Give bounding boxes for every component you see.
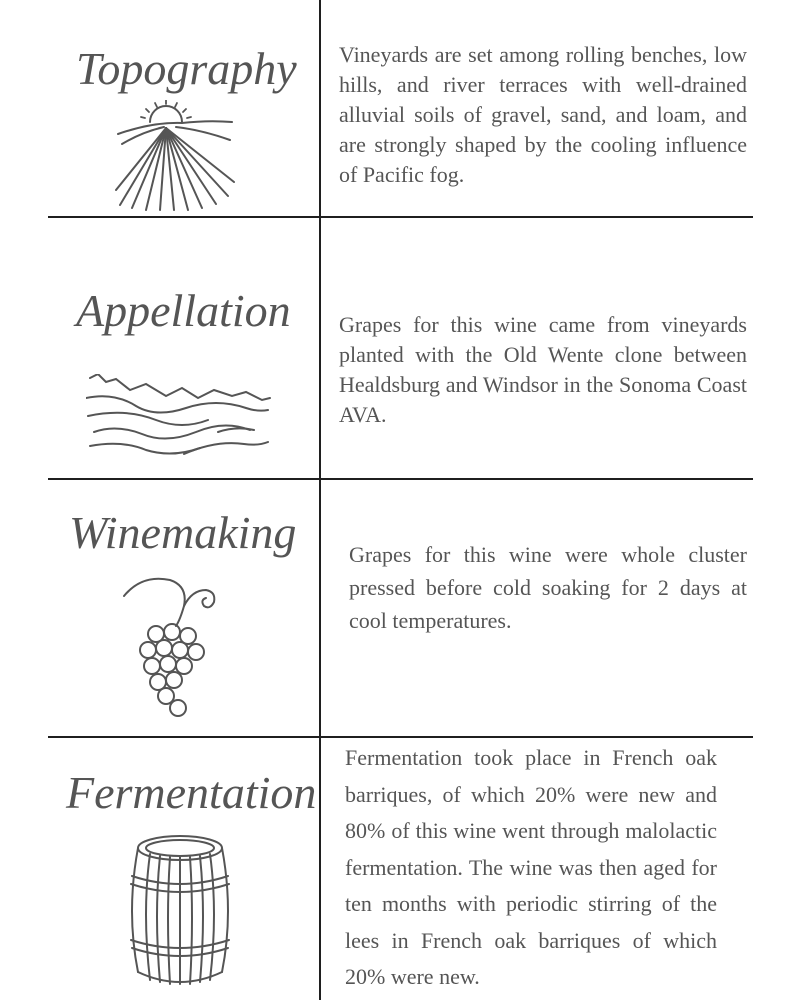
grape-cluster-icon — [122, 576, 222, 718]
section-title: Topography — [76, 43, 297, 94]
row-divider — [48, 216, 753, 218]
section-description: Grapes for this wine were whole cluster pressed before cold soaking for 2 days at cool temperatures. — [349, 542, 747, 633]
rolling-hills-landscape-icon — [86, 374, 272, 460]
oak-barrel-icon — [126, 832, 234, 990]
section-description: Grapes for this wine came from vineyards planted with the Old Wente clone between Healdsburg and Windsor in the Sonoma Coast AVA. — [339, 312, 747, 427]
column-divider — [319, 0, 321, 1000]
row-divider — [48, 736, 753, 738]
section-description: Fermentation took place in French oak barriques, of which 20% were new and 80% of this wine went through malolactic fermentation. The wine was then aged for ten months with periodic stirring of the lees in French oak barriques of which 20% were new. — [345, 745, 717, 989]
section-title: Fermentation — [66, 767, 317, 818]
sun-over-vineyard-rows-icon — [112, 100, 237, 212]
section-title: Appellation — [76, 285, 291, 336]
section-title: Winemaking — [69, 507, 297, 558]
row-divider — [48, 478, 753, 480]
section-description: Vineyards are set among rolling benches, low hills, and river terraces with well-drained alluvial soils of gravel, sand, and loam, and are strongly shaped by the cooling influence of Pacific fog. — [339, 42, 747, 187]
